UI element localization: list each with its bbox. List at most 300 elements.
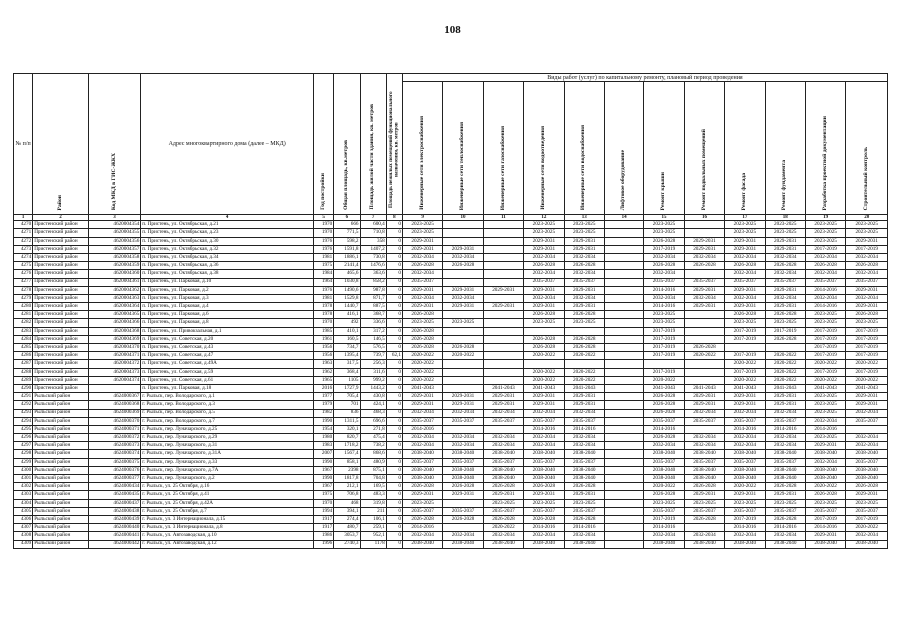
col-header-work xyxy=(846,82,888,215)
column-number: 16 xyxy=(684,215,724,221)
table-cell: г. Рыльск, пер. Луначарского, д.29 xyxy=(141,434,314,442)
table-cell: 2026-2028 xyxy=(524,262,564,270)
table-cell: 2023-2025 xyxy=(524,221,564,229)
table-cell: 2014-2016 xyxy=(765,524,805,532)
table-cell: 2035-2037 xyxy=(846,507,888,515)
table-cell: 2026-2028 xyxy=(443,515,483,523)
col-header-work xyxy=(684,82,724,215)
table-cell: 1727,9 xyxy=(334,384,360,392)
table-cell: 1978 xyxy=(314,303,334,311)
table-cell: 4620004362 xyxy=(88,286,141,294)
table-cell: 2017-2019 xyxy=(805,344,845,352)
table-cell: 2020-2022 xyxy=(443,352,483,360)
table-cell: п. Пристень, ул. Октябрьская, д.32 xyxy=(141,245,314,253)
table-cell: 858,1 xyxy=(334,458,360,466)
table-cell: 1970 xyxy=(314,221,334,229)
table-cell: 2017-2019 xyxy=(805,352,845,360)
table-cell: 2026-2028 xyxy=(402,335,442,343)
table-cell: 2032-2034 xyxy=(564,409,604,417)
table-cell: 4279 xyxy=(14,294,33,302)
table-row xyxy=(14,360,888,368)
table-cell: 2023-2025 xyxy=(805,319,845,327)
table-cell: 0 xyxy=(386,417,402,425)
table-cell: 4290 xyxy=(14,384,33,392)
col-header-work-label: Инженерные сети газоснабжения xyxy=(499,125,506,210)
table-cell: 600,4 xyxy=(360,221,386,229)
table-cell: 2029-2031 xyxy=(765,245,805,253)
table-cell: 2023-2025 xyxy=(846,499,888,507)
table-cell: 2035-2037 xyxy=(765,417,805,425)
table-row xyxy=(14,303,888,311)
table-cell: 0 xyxy=(386,262,402,270)
table-cell: 2029-2031 xyxy=(725,245,765,253)
col-header-work xyxy=(725,82,765,215)
table-cell: 2035-2037 xyxy=(524,458,564,466)
table-cell: 2020-2022 xyxy=(765,376,805,384)
table-cell: 4307 xyxy=(14,524,33,532)
table-cell xyxy=(604,245,643,253)
table-cell xyxy=(604,475,643,483)
table-cell: 2032-2034 xyxy=(524,253,564,261)
table-cell: 2014-2016 xyxy=(402,524,442,532)
table-cell: 2023-2025 xyxy=(805,401,845,409)
table-cell: 1886,1 xyxy=(334,253,360,261)
table-cell: 2032-2034 xyxy=(644,294,684,302)
table-cell: 2017-2019 xyxy=(846,368,888,376)
table-cell: 4624000440 xyxy=(88,524,141,532)
table-cell: Рыльский район xyxy=(33,425,89,433)
table-cell: 311,6 xyxy=(360,368,386,376)
table-cell: г. Рыльск, пер. Луначарского, д.25 xyxy=(141,425,314,433)
table-cell: 706,8 xyxy=(334,491,360,499)
table-cell: 1980 xyxy=(314,434,334,442)
table-cell: 4620004365 xyxy=(88,311,141,319)
table-cell: 2032-2034 xyxy=(725,253,765,261)
table-cell: 4281 xyxy=(14,311,33,319)
table-cell: 2035-2037 xyxy=(483,507,523,515)
table-cell: 2017-2019 xyxy=(725,352,765,360)
table-cell: 2032-2034 xyxy=(443,294,483,302)
table-cell: 0 xyxy=(386,368,402,376)
table-cell: 730,8 xyxy=(360,253,386,261)
table-cell xyxy=(443,499,483,507)
table-cell: 2032-2034 xyxy=(524,532,564,540)
table-cell: 4298 xyxy=(14,450,33,458)
table-cell: 2032-2034 xyxy=(644,270,684,278)
table-cell: 2026-2028 xyxy=(644,393,684,401)
table-cell: 4624000369 xyxy=(88,409,141,417)
table-cell: 2017-2019 xyxy=(846,344,888,352)
table-cell: 2029-2031 xyxy=(846,237,888,245)
table-cell: 4302 xyxy=(14,483,33,491)
table-cell: п. Пристень, ул. Парковая, д.4 xyxy=(141,303,314,311)
table-cell: 4620004368 xyxy=(88,327,141,335)
table-cell: 2029-2031 xyxy=(684,245,724,253)
table-cell: 2020-2022 xyxy=(524,352,564,360)
table-cell: 2038-2040 xyxy=(443,475,483,483)
table-cell: 4300 xyxy=(14,466,33,474)
table-cell: 2032-2034 xyxy=(765,442,805,450)
table-cell: 1965 xyxy=(314,376,334,384)
table-cell: 2029-2031 xyxy=(483,401,523,409)
column-number: 13 xyxy=(564,215,604,221)
table-cell: 1981 xyxy=(314,253,334,261)
table-cell: 2014-2016 xyxy=(805,524,845,532)
table-cell: 2026-2028 xyxy=(846,311,888,319)
table-cell: 368,4 xyxy=(334,368,360,376)
table-cell xyxy=(604,532,643,540)
table-cell: 0 xyxy=(386,499,402,507)
table-cell: 2017-2019 xyxy=(644,327,684,335)
col-header-work-label: Лифтовое оборудование xyxy=(620,149,627,210)
table-cell: 4306 xyxy=(14,515,33,523)
table-cell: Рыльский район xyxy=(33,540,89,548)
table-cell: 2023-2025 xyxy=(725,229,765,237)
table-cell: 4624000376 xyxy=(88,466,141,474)
table-cell: 2023-2025 xyxy=(402,221,442,229)
table-cell: 2020-2022 xyxy=(846,524,888,532)
table-cell: 2038-2040 xyxy=(846,475,888,483)
table-cell: 2023-2025 xyxy=(805,229,845,237)
table-cell: 2029-2031 xyxy=(524,393,564,401)
table-cell: 4303 xyxy=(14,491,33,499)
table-cell: Пристенский район xyxy=(33,221,89,229)
table-cell: 2038-2040 xyxy=(564,450,604,458)
table-cell: Рыльский район xyxy=(33,532,89,540)
table-cell: 2032-2034 xyxy=(805,253,845,261)
table-cell: п. Пристень, ул. Октябрьская, д.36 xyxy=(141,262,314,270)
table-row xyxy=(14,507,888,515)
table-cell: п. Пристень, ул. Октябрьская, д.38 xyxy=(141,270,314,278)
table-cell: 2029-2031 xyxy=(765,491,805,499)
table-cell: 2029-2031 xyxy=(564,286,604,294)
table-cell: 2020-2022 xyxy=(805,376,845,384)
table-cell xyxy=(483,335,523,343)
table-cell: 2020-2022 xyxy=(846,376,888,384)
table-cell: 4620004371 xyxy=(88,352,141,360)
table-cell: 2035-2037 xyxy=(765,507,805,515)
col-header-work-label: Ремонт крыши xyxy=(660,171,667,210)
table-cell: 169,5 xyxy=(360,483,386,491)
table-cell: 1311,5 xyxy=(334,417,360,425)
table-cell: 2032-2034 xyxy=(725,294,765,302)
table-cell: Пристенский район xyxy=(33,384,89,392)
table-cell: 2032-2034 xyxy=(684,442,724,450)
col-header-work xyxy=(524,82,564,215)
table-cell: 2017-2019 xyxy=(644,344,684,352)
table-cell: 2029-2031 xyxy=(725,286,765,294)
table-cell: 0 xyxy=(386,303,402,311)
table-cell xyxy=(443,229,483,237)
table-cell: 2026-2028 xyxy=(524,335,564,343)
table-cell xyxy=(604,524,643,532)
table-cell xyxy=(604,335,643,343)
table-cell: 2014-2016 xyxy=(524,524,564,532)
table-cell: 2029-2031 xyxy=(564,401,604,409)
table-cell: 2026-2028 xyxy=(805,262,845,270)
table-cell: 1975 xyxy=(314,491,334,499)
table-cell: 2035-2037 xyxy=(725,278,765,286)
table-cell: 1970 xyxy=(314,319,334,327)
col-header-work-label: Ремонт фасада xyxy=(741,172,748,210)
table-cell xyxy=(604,360,643,368)
table-cell xyxy=(604,384,643,392)
table-cell: 2141,4 xyxy=(334,262,360,270)
column-number: 11 xyxy=(483,215,523,221)
table-cell: г. Рыльск, ул. 3 Интернационала, д.15 xyxy=(141,515,314,523)
table-cell: 2026-2028 xyxy=(725,262,765,270)
table-cell: 2041-2043 xyxy=(524,384,564,392)
table-cell: 2020-2022 xyxy=(684,352,724,360)
table-cell: 4624000374 xyxy=(88,450,141,458)
table-cell: 4620004372 xyxy=(88,360,141,368)
table-cell: 1476,6 xyxy=(360,262,386,270)
table-cell: 2035-2037 xyxy=(524,507,564,515)
table-cell: п. Пристень, ул. Парковая, д.8 xyxy=(141,319,314,327)
table-cell: 2026-2028 xyxy=(725,311,765,319)
table-cell xyxy=(604,344,643,352)
column-number: 12 xyxy=(524,215,564,221)
table-cell: 2020-2022 xyxy=(805,360,845,368)
table-cell: 4272 xyxy=(14,237,33,245)
table-cell xyxy=(524,327,564,335)
table-cell: 2032-2034 xyxy=(644,253,684,261)
table-cell: 2026-2028 xyxy=(765,262,805,270)
table-cell: 2029-2031 xyxy=(805,442,845,450)
table-cell: г. Рыльск, пер. Луначарского, д.33 xyxy=(141,458,314,466)
table-cell: 2023-2025 xyxy=(805,393,845,401)
table-cell: 0 xyxy=(386,483,402,491)
table-cell: п. Пристень, ул. Советская, д.43 xyxy=(141,344,314,352)
table-cell: Рыльский район xyxy=(33,401,89,409)
table-cell: 2026-2028 xyxy=(564,515,604,523)
table-cell: 2029-2031 xyxy=(846,393,888,401)
table-cell: 2038-2040 xyxy=(644,450,684,458)
table-row xyxy=(14,466,888,474)
column-number: 2 xyxy=(33,215,89,221)
table-cell: 2032-2034 xyxy=(846,409,888,417)
table-cell: Рыльский район xyxy=(33,507,89,515)
column-number: 7 xyxy=(360,215,386,221)
table-cell: Пристенский район xyxy=(33,376,89,384)
table-cell xyxy=(443,278,483,286)
table-row xyxy=(14,515,888,523)
table-cell: 0 xyxy=(386,335,402,343)
table-cell: п. Пристень, ул. Советская, д.59 xyxy=(141,368,314,376)
table-cell: г. Рыльск, пер. Володарского, д.5 xyxy=(141,409,314,417)
table-cell: 2029-2031 xyxy=(684,401,724,409)
table-row xyxy=(14,417,888,425)
table-cell: г. Рыльск, ул. Автозаводская, д.12 xyxy=(141,540,314,548)
table-cell: 1490,6 xyxy=(334,286,360,294)
table-cell: 2029-2031 xyxy=(443,245,483,253)
table-cell: 952,1 xyxy=(360,532,386,540)
table-cell: 2023-2025 xyxy=(644,319,684,327)
column-number: 1 xyxy=(14,215,33,221)
table-cell: 1567,4 xyxy=(334,450,360,458)
table-cell: 2032-2034 xyxy=(765,294,805,302)
table-cell: 1591,8 xyxy=(334,245,360,253)
table-cell: 0 xyxy=(386,466,402,474)
table-cell: 2023-2025 xyxy=(564,221,604,229)
table-cell: 2035-2037 xyxy=(765,458,805,466)
table-cell xyxy=(765,344,805,352)
table-cell: Рыльский район xyxy=(33,434,89,442)
table-cell xyxy=(604,294,643,302)
table-cell: 1440,7 xyxy=(334,303,360,311)
table-cell xyxy=(604,303,643,311)
table-cell: 2029-2031 xyxy=(564,491,604,499)
table-cell: 2023-2025 xyxy=(805,221,845,229)
table-cell: 875,1 xyxy=(360,466,386,474)
table-cell: 106,1 xyxy=(360,515,386,523)
table-cell: 2026-2028 xyxy=(644,434,684,442)
table-cell xyxy=(483,344,523,352)
table-cell: 4624000434 xyxy=(88,483,141,491)
table-cell xyxy=(604,425,643,433)
table-cell xyxy=(684,368,724,376)
table-cell: 2038-2040 xyxy=(805,475,845,483)
table-cell: 2032-2034 xyxy=(483,409,523,417)
table-cell: 4624000368 xyxy=(88,401,141,409)
table-cell: 2038-2040 xyxy=(684,466,724,474)
table-cell: 480,9 xyxy=(360,458,386,466)
table-cell: 2038-2040 xyxy=(564,540,604,548)
table-cell: 468,3 xyxy=(360,409,386,417)
table-cell: 4624000367 xyxy=(88,393,141,401)
table-cell: 2035-2037 xyxy=(443,417,483,425)
table-cell: 2014-2016 xyxy=(402,425,442,433)
table-cell: 2038-2040 xyxy=(483,540,523,548)
table-cell: 483,3 xyxy=(360,491,386,499)
table-cell: 62,1 xyxy=(386,352,402,360)
table-cell xyxy=(483,425,523,433)
table-cell: 4624000442 xyxy=(88,540,141,548)
col-header-nonres-area-label: Площадь нежилых помещений функционального назначения, кв. метров xyxy=(387,91,400,209)
table-cell: 0 xyxy=(386,294,402,302)
table-cell: 2029-2031 xyxy=(846,303,888,311)
table-cell: 2041-2043 xyxy=(805,384,845,392)
table-cell: 2035-2037 xyxy=(402,278,442,286)
table-cell: 2041-2043 xyxy=(644,384,684,392)
table-cell: 2032-2034 xyxy=(805,417,845,425)
table-cell: 2038-2040 xyxy=(725,475,765,483)
table-cell: Рыльский район xyxy=(33,475,89,483)
page-number: 108 xyxy=(444,24,461,36)
column-number: 4 xyxy=(141,215,314,221)
col-header-work-label: Ремонт подвальных помещений xyxy=(700,128,707,210)
table-cell xyxy=(684,425,724,433)
table-cell: 2023-2025 xyxy=(564,319,604,327)
column-number: 15 xyxy=(644,215,684,221)
table-cell: 4620004360 xyxy=(88,270,141,278)
table-cell: 2026-2028 xyxy=(765,311,805,319)
table-cell: 820,7 xyxy=(334,434,360,442)
table-cell: 2032-2034 xyxy=(443,253,483,261)
table-cell: 2014-2016 xyxy=(725,524,765,532)
table-cell xyxy=(684,335,724,343)
table-cell: 2038-2040 xyxy=(805,540,845,548)
table-cell xyxy=(483,360,523,368)
table-cell: 2035-2037 xyxy=(765,278,805,286)
table-cell: г. Рыльск, пер. Луначарского, д.7А xyxy=(141,466,314,474)
table-cell: 1917 xyxy=(314,515,334,523)
table-cell xyxy=(604,466,643,474)
table-cell: 4283 xyxy=(14,327,33,335)
table-cell xyxy=(564,360,604,368)
table-cell: 2032-2034 xyxy=(765,253,805,261)
table-cell: 2020-2022 xyxy=(765,368,805,376)
table-cell: 2026-2028 xyxy=(564,262,604,270)
table-cell: 2026-2028 xyxy=(805,491,845,499)
column-number: 5 xyxy=(314,215,334,221)
table-cell: 1983 xyxy=(314,442,334,450)
table-cell: 2038-2040 xyxy=(524,475,564,483)
table-cell: 319,8 xyxy=(360,499,386,507)
table-cell: 2023-2025 xyxy=(765,229,805,237)
table-cell: 2023-2025 xyxy=(805,409,845,417)
table-cell: Рыльский район xyxy=(33,483,89,491)
table-cell: 2038-2040 xyxy=(402,540,442,548)
table-cell: 4288 xyxy=(14,368,33,376)
table-cell: 2017-2019 xyxy=(644,352,684,360)
column-number: 3 xyxy=(88,215,141,221)
table-cell: 4309 xyxy=(14,540,33,548)
table-cell: 1990 xyxy=(314,458,334,466)
table-cell xyxy=(604,319,643,327)
col-header-work xyxy=(402,82,442,215)
table-cell: 4620004361 xyxy=(88,278,141,286)
table-cell: 2026-2028 xyxy=(524,515,564,523)
table-cell: 2029-2031 xyxy=(684,237,724,245)
table-cell: 1986 xyxy=(314,532,334,540)
table-cell: 2032-2034 xyxy=(725,532,765,540)
table-cell: Пристенский район xyxy=(33,311,89,319)
table-cell: 1970 xyxy=(314,229,334,237)
table-cell: 2035-2037 xyxy=(564,417,604,425)
table-cell: 2038-2040 xyxy=(483,466,523,474)
table-cell: п. Пристень, ул. Парковая, д.2 xyxy=(141,286,314,294)
table-cell: 4284 xyxy=(14,335,33,343)
table-cell: 2038-2040 xyxy=(402,450,442,458)
table-cell xyxy=(604,442,643,450)
table-cell: 0 xyxy=(386,319,402,327)
table-cell: 2023-2025 xyxy=(846,319,888,327)
table-cell: 2023-2025 xyxy=(725,221,765,229)
table-cell: 2020-2022 xyxy=(765,360,805,368)
table-cell: 2026-2028 xyxy=(564,344,604,352)
table-cell: 0 xyxy=(386,311,402,319)
table-cell: п. Пристень, ул. Октябрьская, д.30 xyxy=(141,237,314,245)
table-cell: 259,1 xyxy=(360,524,386,532)
table-cell: 336,6 xyxy=(360,319,386,327)
col-header-work-label: Инженерные сети теплоснабжения xyxy=(459,121,466,210)
table-cell: 4620004370 xyxy=(88,344,141,352)
table-cell: Пристенский район xyxy=(33,294,89,302)
table-cell: 2035-2037 xyxy=(684,458,724,466)
table-cell: 2032-2034 xyxy=(765,270,805,278)
table-row xyxy=(14,524,888,532)
table-cell xyxy=(483,262,523,270)
table-cell: Пристенский район xyxy=(33,237,89,245)
col-header-year xyxy=(314,74,334,215)
table-cell: г. Рыльск, ул. 3 Интернационала, д.8 xyxy=(141,524,314,532)
table-cell: 2032-2034 xyxy=(765,532,805,540)
table-cell xyxy=(483,327,523,335)
col-header-address: Адрес многоквартирного дома (далее – МКД) xyxy=(141,74,314,215)
capital-repair-table xyxy=(13,73,888,549)
table-cell: 2017-2019 xyxy=(644,245,684,253)
